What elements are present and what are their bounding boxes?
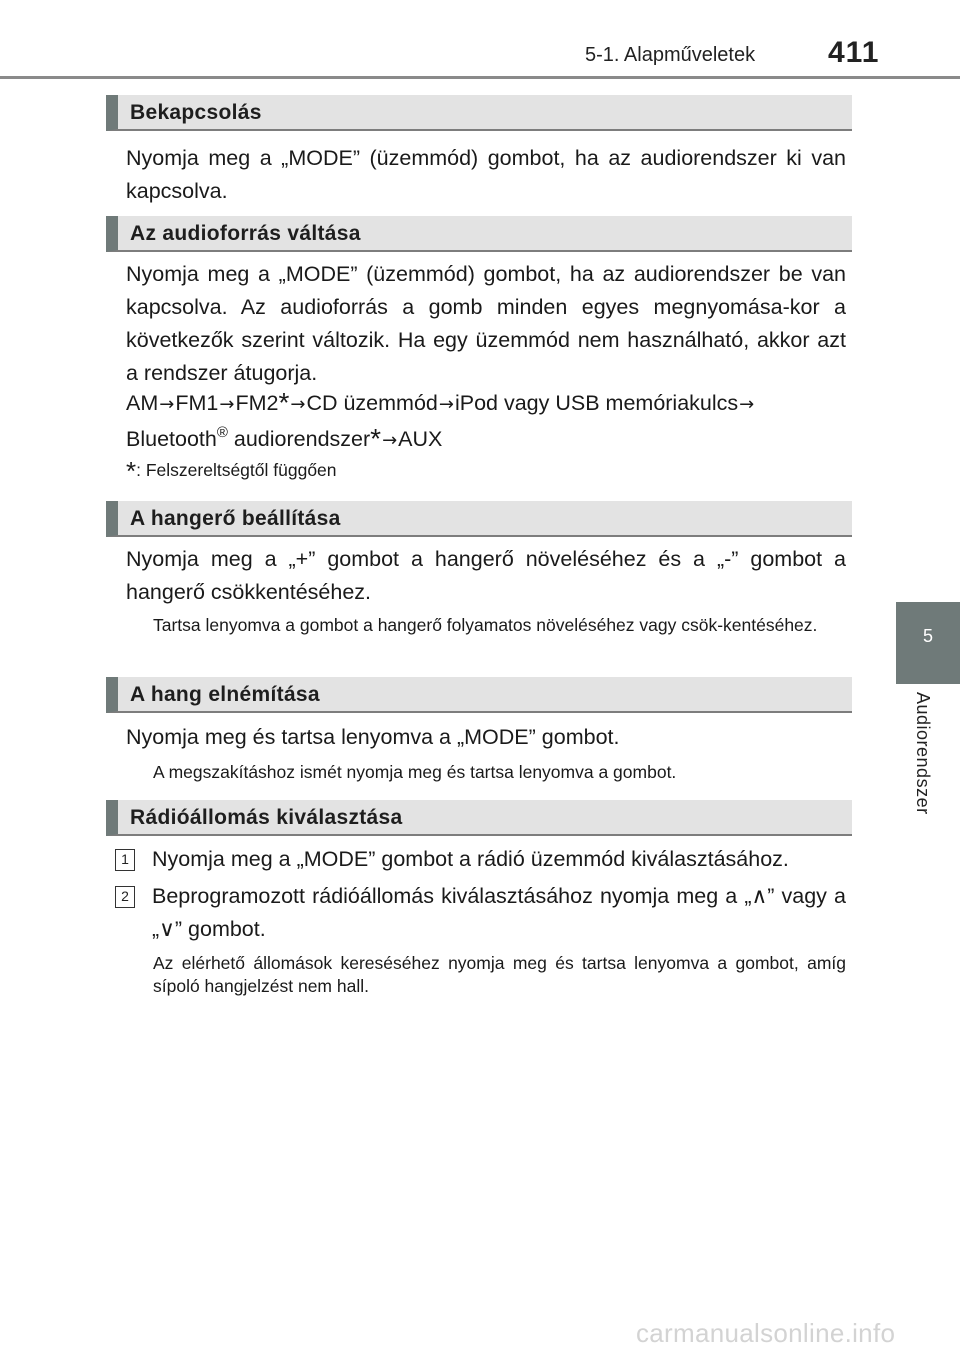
section-heading-volume xyxy=(106,501,852,537)
section-title: A hang elnémítása xyxy=(130,683,320,706)
mute-text: Nyomja meg és tartsa lenyomva a „MODE” gombot. xyxy=(126,725,620,749)
chapter-title: Audiorendszer xyxy=(913,692,933,815)
arrow-icon: → xyxy=(290,394,306,415)
chapter-number: 5 xyxy=(922,626,933,646)
seq-audio: audiorendszer xyxy=(227,427,371,451)
arrow-icon: → xyxy=(382,430,398,451)
watermark: carmanualsonline.info xyxy=(636,1318,896,1348)
section-title: Bekapcsolás xyxy=(130,101,262,124)
step-number: 2 xyxy=(115,886,135,908)
asterisk-mark: * xyxy=(278,387,290,418)
registered-mark: ® xyxy=(216,424,228,441)
seq-bluetooth: Bluetooth xyxy=(126,427,217,451)
section-heading-mute xyxy=(106,677,852,713)
section-heading-radio xyxy=(106,800,852,836)
footnote-asterisk: * xyxy=(126,456,137,486)
seq-cd: CD üzemmód xyxy=(306,391,438,415)
radio-step-text: Nyomja meg a „MODE” gombot a rádió üzemmód kiválasztásához. xyxy=(152,847,789,871)
arrow-icon: → xyxy=(739,394,755,415)
arrow-icon: → xyxy=(438,394,454,415)
seq-aux: AUX xyxy=(398,427,443,451)
header-divider xyxy=(0,76,960,79)
section-heading-source-switch xyxy=(106,216,852,252)
section-title: Az audioforrás váltása xyxy=(130,222,361,245)
page-number: 411 xyxy=(828,36,880,69)
step-number: 1 xyxy=(115,849,135,871)
seq-am: AM xyxy=(126,391,159,415)
seq-ipod: iPod vagy USB memóriakulcs xyxy=(454,391,739,415)
section-title: A hangerő beállítása xyxy=(130,507,341,530)
footnote xyxy=(126,456,337,487)
section-heading-power-on xyxy=(106,95,852,131)
radio-step-text: Beprogramozott rádióállomás kiválasztásához nyomja meg a „∧” vagy a „∨” gombot. xyxy=(152,884,846,941)
seq-fm1: FM1 xyxy=(175,391,219,415)
seq-fm2: FM2 xyxy=(235,391,279,415)
volume-text: Nyomja meg a „+” gombot a hangerő növeléséhez és a „-” gombot a hangerő csökkentéséhez. xyxy=(126,547,846,604)
asterisk-mark: * xyxy=(370,423,382,454)
footnote-text: : Felszereltségtől függően xyxy=(136,460,337,480)
power-on-text: Nyomja meg a „MODE” (üzemmód) gombot, ha az audiorendszer ki van kapcsolva. xyxy=(126,146,846,203)
arrow-icon: → xyxy=(159,394,175,415)
arrow-icon: → xyxy=(219,394,235,415)
mute-note: A megszakításhoz ismét nyomja meg és tartsa lenyomva a gombot. xyxy=(153,762,677,782)
radio-note: Az elérhető állomások kereséséhez nyomja meg és tartsa lenyomva a gombot, amíg sípoló hangjelzést nem hall. xyxy=(153,953,846,996)
volume-note: Tartsa lenyomva a gombot a hangerő folyamatos növeléséhez vagy csök-kentéséhez. xyxy=(153,615,818,635)
section-title: Rádióállomás kiválasztása xyxy=(130,806,403,829)
section-breadcrumb: 5-1. Alapműveletek xyxy=(585,44,756,66)
source-sequence xyxy=(126,386,846,458)
source-switch-text: Nyomja meg a „MODE” (üzemmód) gombot, ha az audiorendszer be van kapcsolva. Az audioforrás a gomb minden egyes megnyomása-kor a következők szerint változik. Ha egy üzemmód nem használható, akkor azt a rendszer átugorja. xyxy=(126,262,846,385)
